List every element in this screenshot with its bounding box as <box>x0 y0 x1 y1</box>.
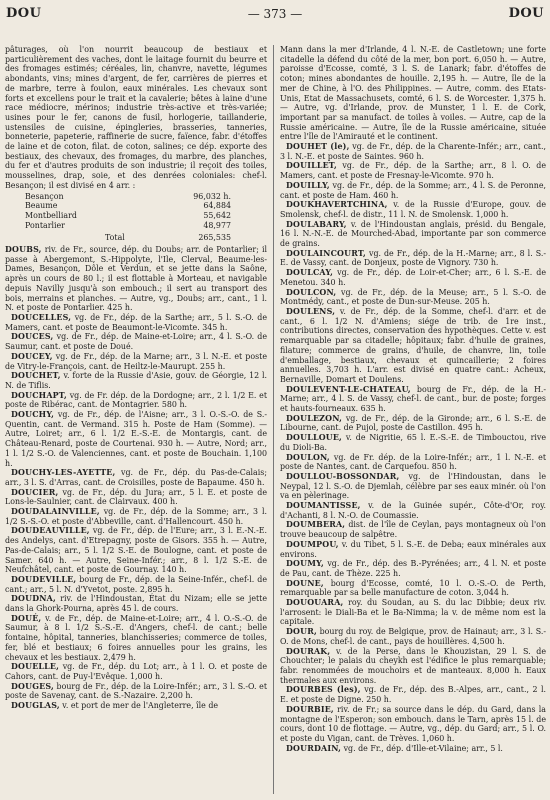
population-row <box>5 211 267 221</box>
population-row-name: Beaume <box>25 201 58 211</box>
dictionary-entry <box>280 472 546 501</box>
entry-headword: DOUOUARA, <box>286 598 344 608</box>
entry-headword: DOUCHAPT, <box>11 390 67 400</box>
entry-headword: DOUCIER, <box>11 487 59 497</box>
entry-text: vg. de Fr., dép. des B.-Alpes, arr., cant., 2 l. E. et poste de Digne. 250 h. <box>280 685 546 705</box>
dictionary-entry <box>5 371 267 390</box>
dictionary-entry <box>280 647 546 686</box>
entry-text: vg. de Fr., dép. d'Ille-et-Vilaine; arr., 5 l. <box>343 743 503 753</box>
entry-headword: DOUMY, <box>286 559 324 569</box>
entry-text: vg. de Fr., dép. de la Somme; arr., 3 l. 1/2 S.-S.-O. et poste d'Abbeville, cant. d'Hallencourt. 450 h. <box>5 507 267 526</box>
entry-text: vg. de Fr., dép. du Pas-de-Calais; arr., 3 l. S. d'Arras, cant. de Croisilles, poste de Bapaume. 450 h. <box>5 468 267 487</box>
dictionary-entry <box>5 332 267 351</box>
entry-text: riv. de Fr.; sa source dans le dép. du Gard, dans la montagne de l'Esperon; son embouch. dans le Tarn, après 15 l. de cours, dont 10 de flottage. — Autre, vg., dép. du Gard; arr., 5 l. O. et poste du Vigan, cant. de Trèves. 1,060 h. <box>280 704 546 743</box>
entry-text: vg. de Fr., dép. de la Meuse; arr., 5 l. S.-O. de Montmédy, cant., et poste de Dun-sur-Meuse. 205 h. <box>280 287 546 307</box>
dictionary-entry <box>280 249 546 268</box>
entry-text: bourg d'Ecosse, comté, 10 l. O.-S.-O. de Perth, remarquable par sa belle manufacture de coton. 3,044 h. <box>280 578 546 598</box>
entry-text: v. de Nigritie, 65 l. E.-S.-E. de Timbouctou, rive du Dioli-Ba. <box>280 433 546 452</box>
dictionary-entry <box>5 575 267 594</box>
dictionary-entry <box>280 579 546 598</box>
population-row-name: Besançon <box>25 191 64 201</box>
entry-headword: DOULON, <box>286 452 330 462</box>
dictionary-entry <box>280 268 546 287</box>
dictionary-entry <box>280 414 546 433</box>
dictionary-entry <box>280 307 546 385</box>
entry-text: vg. de Fr., dép. de la Somme; arr., 4 l. S. de Peronne, cant. et poste de Ham. 460 h. <box>280 180 546 200</box>
entry-headword: DOUCHY, <box>11 410 55 420</box>
dictionary-entry <box>5 682 267 701</box>
dictionary-entry <box>280 501 546 520</box>
entry-headword: DOULLOUE, <box>286 433 343 443</box>
entry-text: v. du Tibet, 5 l. S.-E. de Deba; eaux minérales aux environs. <box>280 539 546 559</box>
dictionary-entry <box>280 220 546 249</box>
right-column <box>280 45 546 794</box>
entry-text: vg. de Fr., dép. de la Sarthe; arr., 8 l. O. de Mamers, cant. et poste de Fresnay-le-Vicomte. 970 h. <box>280 161 546 181</box>
entry-text: vg. de Fr., dép. du Lot; arr., à 1 l. O. et poste de Cahors, cant. de Puy-l'Evêque. 1,000 h. <box>5 662 267 681</box>
entry-text: dist. de l'île de Ceylan, pays montagneux où l'on trouve beaucoup de salpêtre. <box>280 520 546 540</box>
entry-text: vg. de l'Hindoustan, dans le Neypal, 12 l. S.-O. de Djemlah, célèbre par ses eaux minér. où l'on va en pèlerinage. <box>280 471 546 501</box>
entry-headword: DOULEVENT-LE-CHATEAU, <box>286 384 411 394</box>
entry-text: bourg du roy. de Belgique, prov. de Hainaut; arr., 3 l. S.-O. de Mons, chef-l. de cant., pays de houillères. 4,500 h. <box>280 627 546 646</box>
entry-text: vg. de Fr., dép. des B.-Pyrénées; arr., 4 l. N. et poste de Pau, cant. de Thèze. 225 h. <box>280 559 546 578</box>
entry-headword: DOUCELLES, <box>11 312 72 322</box>
entry-headword: DOUCES, <box>11 332 54 342</box>
entry-text: Mann dans la mer d'Irlande, 4 l. N.-E. de Castletown; une forte citadelle la défend du côté de la mer, bon port. 6,050 h. — Autre, paroisse d'Ecosse, comté, 3 l. S. de Lanark; fabr. d'étoffes de coton; mines abondantes de houille. 2,195 h. — Autre, île de la mer de Chine, à l'O. des Philippines. — Autre, comm. des Etats-Unis, Etat de Massachusets, comté, 6 l. S. de Worcester. 1,375 h. — Autre, vg. d'Irlande, prov. de Munster, 1 l. E. de Cork, important par sa manufact. de toiles à voiles. — Autre, cap de la Russie américaine. — Autre, île de la Russie américaine, située entre l'île de l'Amirauté et le continent. <box>280 45 546 142</box>
entry-text: vg. de Fr. dép. de la Loire-Infér.; arr., 1 l. N.-E. et poste de Nantes, cant. de Carquefou. 850 h. <box>280 452 546 472</box>
running-head-right: DOU <box>508 6 544 21</box>
entry-text: vg. de Fr., dép. de la Sarthe; arr., 5 l. S.-O. de Mamers, cant. et poste de Beaumont-le-Vicomte. 345 h. <box>5 312 267 332</box>
entry-text: v. de la Russie d'Europe, gouv. de Smolensk, chef-l. de distr., 11 l. N. de Smolensk. 1,000 h. <box>280 200 546 219</box>
entry-headword: DOULCAY, <box>286 268 334 278</box>
population-row <box>5 221 267 231</box>
entry-headword: DOURBIE, <box>286 704 334 714</box>
entry-text: bourg de Fr., dép. de la Seine-Infér., chef-l. de cant.; arr., 5 l. N. d'Yvetot, poste. 2,895 h. <box>5 574 267 594</box>
entry-text: vg. de Fr., dép. du Jura; arr., 5 l. E. et poste de Lons-le-Saulnier, cant. de Clairvaux. 400 h. <box>5 487 267 507</box>
entry-text: vg. de Fr., dép. de Maine-et-Loire; arr., 4 l. S.-O. de Saumur, cant. et poste de Doué. <box>5 332 267 352</box>
entry-headword: DOUCHET, <box>11 371 61 381</box>
entry-headword: DOUGES, <box>11 681 54 691</box>
entry-headword: DOUÉ, <box>11 613 42 623</box>
dictionary-entry <box>5 352 267 371</box>
entry-headword: DOULABARY, <box>286 219 347 229</box>
entry-headword: DOULENS, <box>286 306 336 316</box>
population-total-value: 265,535 <box>198 233 231 243</box>
right-entries <box>280 45 546 753</box>
entry-text: roy. du Soudan, au S. du lac Dibbie; deux riv. l'arrosent: le Diali-Ba et le Ba-Nimma; la v. de même nom est la capitale. <box>280 598 546 627</box>
dictionary-entry <box>280 385 546 414</box>
population-row-name: Pontarlier <box>25 220 65 230</box>
entry-headword: DOUDEAUVILLE, <box>11 526 90 536</box>
entry-text: vg. de Fr., dép. de Loir-et-Cher; arr., 6 l. S.-E. de Menetou. 340 h. <box>280 268 546 287</box>
entry-headword: DOUCEY, <box>11 351 53 361</box>
entry-headword: DOUILLET, <box>286 161 337 171</box>
entry-text: vg. de Fr., dép. de la Gironde; arr., 6 l. S.-E. de Libourne, cant. de Pujol, poste de Castillon. 495 h. <box>280 413 546 433</box>
entry-text: vg. de Fr., dép. de l'Aisne; arr., 3 l. O.-S.-O. de S.-Quentin, cant. de Vermand. 315 h. Poste de Ham (Somme). — Autre, Loiret; arr., 6 l. 1/2 E.-S.-E. de Montargis, cant. de Château-Renard, poste de Courtenai. 930 h. — Autre, Nord; arr., 1 l. 1/2 S.-O. de Valenciennes, cant. et poste de Bouchain. 1,100 h. <box>5 410 267 468</box>
entry-text: vg. de Fr., dép. de l'Eure; arr., 3 l. E.-N.-E. des Andelys, cant. d'Etrepagny, poste de Gisors. 355 h. — Autre, Pas-de-Calais; arr., 5 l. 1/2 S.-E. de Boulogne, cant. et poste de Samer. 640 h. — Autre, Seine-Infér.; arr., 8 l. 1/2 S.-E. de Neufchâtel, cant. et poste de Gournay. 140 h. <box>5 526 267 575</box>
dictionary-entry <box>280 744 546 754</box>
entry-headword: DOULEZON, <box>286 413 343 423</box>
dictionary-entry <box>5 468 267 487</box>
entry-headword: DOUDEVILLE, <box>11 574 77 584</box>
population-table <box>5 192 267 244</box>
population-row-value: 55,642 <box>203 210 231 220</box>
dictionary-entry <box>280 45 546 142</box>
population-row-name: Montbelliard <box>25 210 77 220</box>
page-number: — 373 — <box>247 7 303 21</box>
dictionary-entry <box>280 142 546 161</box>
entry-text: vg. de Fr. dép. de la Dordogne; arr., 2 l. 1/2 E. et poste de Ribérac, cant. de Montagrier. 580 h. <box>5 390 267 410</box>
entry-headword: DOULAINCOURT, <box>286 248 366 258</box>
entry-headword: DOURDAIN, <box>286 743 342 753</box>
entry-headword: DOUHET (le), <box>286 142 350 152</box>
entry-text: v. forte de la Russie d'Asie, gouv. de Géorgie, 12 l. N. de Tiflis. <box>5 371 267 390</box>
dictionary-entry <box>280 520 546 539</box>
dictionary-entry <box>280 200 546 219</box>
entry-text: v. de Fr., dép. de Maine-et-Loire; arr., 4 l. O.-S.-O. de Saumur, à 8 l. 1/2 S.-S.-E. d'Angers, chef-l. de cant.; belle fontaine, hôpital, tanneries, blanchisseries; commerce de toiles, fer, blé et bestiaux; 6 foires annuelles pour les grains, les chevaux et les bestiaux. 2,479 h. <box>5 613 267 662</box>
population-row-value: 96,032 h. <box>193 191 231 201</box>
dictionary-entry <box>5 410 267 468</box>
dictionary-entry <box>280 181 546 200</box>
running-head-left: DOU <box>6 6 42 21</box>
entry-text: v. de Fr., dép. de la Somme, chef-l. d'arr. et de cant., 6 l. 1/2 N. d'Amiens; siége de trib. de 1re inst., contributions directes, conservation des hypothèques. Cette v. est remarquable par sa citadelle; hôpitaux; fabr. d'huile de graines, filature; commerce de grains, d'huile, de chanvre, lin, toile d'emballage, bestiaux, chevaux et quincaillerie; 2 foires annuelles. 3,703 h. L'arr. est divisé en quatre cant.: Acheux, Bernaville, Domart et Doulens. <box>280 306 546 384</box>
population-total-label: Total <box>105 233 125 243</box>
population-row-value: 48,977 <box>203 220 231 230</box>
page-header <box>6 6 544 24</box>
population-total <box>5 233 267 243</box>
dictionary-entry <box>5 313 267 332</box>
entry-headword: DOURAK, <box>286 646 331 656</box>
dictionary-entry <box>280 685 546 704</box>
population-row <box>5 201 267 211</box>
entry-text: v. de l'Hindoustan anglais, présid. du Bengale, 16 l. N.-N.-E. de Mourched-Abad, importante par son commerce de grains. <box>280 219 546 249</box>
dictionary-entry <box>5 245 267 313</box>
entry-headword: DOUMBERA, <box>286 520 346 530</box>
population-row <box>5 192 267 202</box>
entry-headword: DOURBES (les), <box>286 685 361 695</box>
entry-headword: DOUCHY-LES-AYETTE, <box>11 468 116 478</box>
entry-headword: DOUBS, <box>5 245 42 255</box>
entry-headword: DOUELLE, <box>11 662 60 672</box>
entry-text: vg. de Fr., dép. de la Charente-Infér.; arr., cant., 3 l. N.-E. et poste de Saintes. 960 h. <box>280 142 546 161</box>
dictionary-entry <box>5 594 267 613</box>
dictionary-entry <box>280 288 546 307</box>
dictionary-entry <box>280 161 546 180</box>
entry-text: bourg de Fr., dép. de la Loire-Infér.; arr., 3 l. S.-O. et poste de Savenay, cant. de S.-Nazaire. 2,200 h. <box>5 681 267 701</box>
dictionary-entry <box>5 488 267 507</box>
entry-headword: DOUGLAS, <box>11 701 60 711</box>
dictionary-entry <box>280 627 546 646</box>
dictionary-entry <box>280 705 546 744</box>
dictionary-entry <box>280 433 546 452</box>
entry-text: v. et port de mer de l'Angleterre, île de <box>62 701 219 711</box>
entry-intro: pâturages, où l'on nourrit beaucoup de bestiaux et particulièrement des vaches, dont le laitage fournit du beurre et des fromages estimés; céréales, lin, chanvre, navette, légumes abondants, vins; mines d'argent, de fer, carrières de pierres et de marbre, terre à foulon, eaux minérales. Les chevaux sont forts et excellens pour le trait et la cavalerie; bêtes à laine d'une race médiocre, mérinos; industrie très-active et très-variée; usines pour le fer, canons de fusil, horlogerie, taillanderie, ustensiles de cuisine, épingleries, brasseries, tanneries, bonneterie, papeterie, raffinerie de sucre, faïence, fabr. d'étoffes de laine et de coton, filat. de coton, salines; ce dép. exporte des bestiaux, des chevaux, des fromages, du marbre, des planches, du fer et d'autres produits de son industrie; il reçoit des toiles, mousselines, drap, soie, et des denrées coloniales: chef-l. Besançon; il est divisé en 4 arr. : <box>5 45 267 190</box>
entry-headword: DOUDALAINVILLE, <box>11 507 100 517</box>
entry-headword: DOUDNA, <box>11 594 56 604</box>
dictionary-entry <box>5 701 267 711</box>
dictionary-entry <box>280 559 546 578</box>
entry-text: riv. de Fr., source, dép. du Doubs; arr. de Pontarlier; il passe à Abergemont, S.-Hippolyte, l'Ile, Clerval, Beaume-les-Dames, Besançon, Dôle et Verdun, et se jette dans la Saône, après un cours de 80 l.; il est flottable à Morteau, et navigable depuis Navilly jusqu'à son embouch.; il sert au transport des bois, merrains et planches. — Autre, vg., Doubs; arr., cant., 1 l. N. et poste de Pontarlier. 425 h. <box>5 245 267 313</box>
entry-headword: DOUMPOU, <box>286 539 339 549</box>
dictionary-entry <box>5 526 267 575</box>
dictionary-entry <box>280 598 546 627</box>
column-divider <box>273 45 274 794</box>
dictionary-entry <box>280 540 546 559</box>
left-entries <box>5 245 267 711</box>
entry-text: bourg de Fr., dép. de la H.-Marne; arr., 4 l. S. de Vassy, chef-l. de cant., bur. de poste; forges et hauts-fourneaux. 635 h. <box>280 384 546 414</box>
entry-headword: DOUR, <box>286 627 317 637</box>
entry-headword: DOULLOU-BOSSONDAR, <box>286 471 400 481</box>
entry-text: v. de la Guinée supér., Côte-d'Or, roy. d'Achanti, 8 l. N.-O. de Coumassie. <box>280 501 546 520</box>
dictionary-entry <box>5 507 267 526</box>
entry-text: v. de la Perse, dans le Khouzistan, 29 l. S. de Chouchter; le palais du cheykh est l'édifice le plus remarquable; fabr. renommées de mouchoirs et de manteaux. 8,000 h. Eaux thermales aux environs. <box>280 646 546 685</box>
entry-headword: DOUILLY, <box>286 180 330 190</box>
entry-text: vg. de Fr., dép. de la H.-Marne; arr., 8 l. S.-E. de Vassy, cant. de Donjeux, poste de Vignory. 730 h. <box>280 248 546 268</box>
dictionary-entry <box>5 614 267 663</box>
entry-text: vg. de Fr., dép. de la Marne; arr., 3 l. N.-E. et poste de Vitry-le-François, cant. de Heiltz-le-Maurupt. 255 h. <box>5 351 267 371</box>
dictionary-entry <box>5 662 267 681</box>
entry-headword: DOUMANTISSE, <box>286 501 361 511</box>
entry-headword: DOUKHAVERTCHINA, <box>286 200 388 210</box>
entry-text: riv. de l'Hindoustan, État du Nizam; elle se jette dans la Ghork-Pourna, après 45 l. de cours. <box>5 594 267 614</box>
left-column <box>5 45 267 794</box>
entry-headword: DOULCON, <box>286 287 337 297</box>
population-row-value: 64,884 <box>203 201 231 211</box>
entry-headword: DOUNE, <box>286 578 324 588</box>
dictionary-entry <box>280 453 546 472</box>
dictionary-entry <box>5 391 267 410</box>
